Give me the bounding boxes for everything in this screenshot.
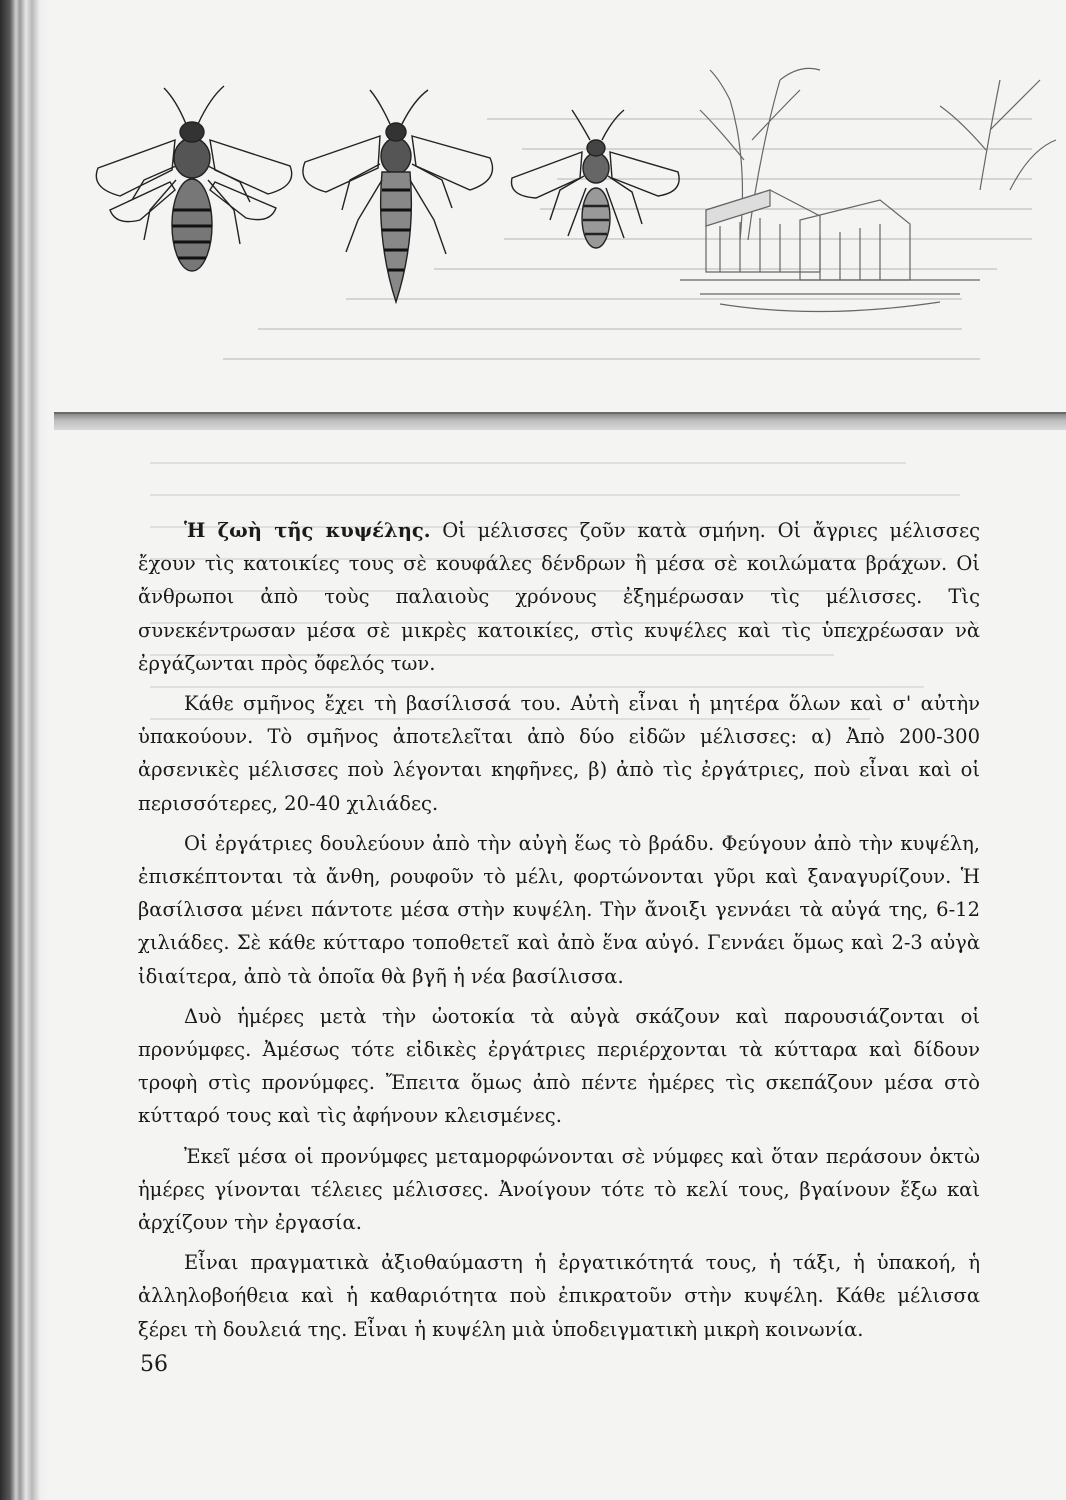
paragraph-1-text: Οἱ μέλισσες ζοῦν κατὰ σμήνη. Οἱ ἄγριες μέλισσες ἔχουν τὶς κατοικίες τους σὲ κουφάλες δένδρων ἢ μέσα σὲ κοιλώματα βράχων. Οἱ ἄνθρωποι ἀπὸ τοὺς παλαιοὺς χρόνους ἐξημέρωσαν τὶς μέλισσες. Τὶς συνεκέντρωσαν μέσα σὲ μικρὲς κατοικίες, στὶς κυψέλες καὶ τὶς ὑπεχρέωσαν νὰ ἐργάζωνται πρὸς ὄφελός των. (138, 519, 980, 675)
paragraph-6: Εἶναι πραγματικὰ ἀξιοθαύμαστη ἡ ἐργατικότητά τους, ἡ τάξι, ἡ ὑπακοή, ἡ ἀλληλοβοήθεια καὶ ἡ καθαριότητα ποὺ ἐπικρατοῦν στὴν κυψέλη. Κάθε μέλισσα ξέρει τὴ δουλειά της. Εἶναι ἡ κυψέλη μιὰ ὑποδειγματικὴ μικρὴ κοινωνία. (138, 1251, 980, 1341)
paragraph-2: Κάθε σμῆνος ἔχει τὴ βασίλισσά του. Αὐτὴ εἶναι ἡ μητέρα ὅλων καὶ σ' αὐτὴν ὑπακούουν. Τὸ σμῆνος ἀποτελεῖται ἀπὸ δύο εἰδῶν μέλισσες: α) Ἀπὸ 200-300 ἀρσενικὲς μέλισσες ποὺ λέγονται κηφῆνες, β) ἀπὸ τὶς ἐργάτριες, ποὺ εἶναι καὶ οἱ περισσότερες, 20-40 χιλιάδες. (138, 692, 980, 815)
beehive-landscape-icon (680, 68, 1056, 311)
paragraph-1 (138, 514, 980, 680)
paragraph-4: Δυὸ ἡμέρες μετὰ τὴν ὠοτοκία τὰ αὐγὰ σκάζουν καὶ παρουσιάζονται οἱ προνύμφες. Ἀμέσως τότε εἰδικὲς ἐργάτριες περιέρχονται τὰ κύτταρα καὶ δίδουν τροφὴ στὶς προνύμφες. Ἔπειτα ὅμως ἀπὸ πέντε ἡμέρες τὶς σκεπάζουν μέσα στὸ κύτταρό τους καὶ τὶς ἀφήνουν κλεισμένες. (138, 1004, 980, 1128)
section-divider (54, 412, 1066, 430)
article-heading: Ἡ ζωὴ τῆς κυψέλης. (184, 519, 431, 542)
article-body (138, 514, 980, 1353)
bee-drone-icon (96, 86, 291, 271)
paragraph-5: Ἐκεῖ μέσα οἱ προνύμφες μεταμορφώνονται σὲ νύμφες καὶ ὅταν περάσουν ὀκτὼ ἡμέρες γίνονται τέλειες μέλισσες. Ἀνοίγουν τότε τὸ κελί τους, βγαίνουν ἔξω καὶ ἀρχίζουν τὴν ἐργασία. (138, 1144, 980, 1235)
paragraph-3: Οἱ ἐργάτριες δουλεύουν ἀπὸ τὴν αὐγὴ ἕως τὸ βράδυ. Φεύγουν ἀπὸ τὴν κυψέλη, ἐπισκέπτονται τὰ ἄνθη, ρουφοῦν τὸ μέλι, φορτώνονται γῦρι καὶ ξαναγυρίζουν. Ἡ βασίλισσα μένει πάντοτε μέσα στὴν κυψέλη. Τὴν ἄνοιξι γεννάει τὰ αὐγά της, 6-12 χιλιάδες. Σὲ κάθε κύτταρο τοποθετεῖ καὶ ἀπὸ ἕνα αὐγό. Γεννάει ὅμως καὶ 2-3 αὐγὰ ἰδιαίτερα, ἀπὸ τὰ ὁποῖα θὰ βγῆ ἡ νέα βασίλισσα. (138, 831, 980, 988)
page-number: 56 (140, 1352, 168, 1377)
book-page-edge (0, 0, 48, 1500)
bees-illustration (80, 40, 1066, 380)
bee-queen-icon (303, 90, 493, 302)
bee-worker-icon (512, 110, 680, 248)
